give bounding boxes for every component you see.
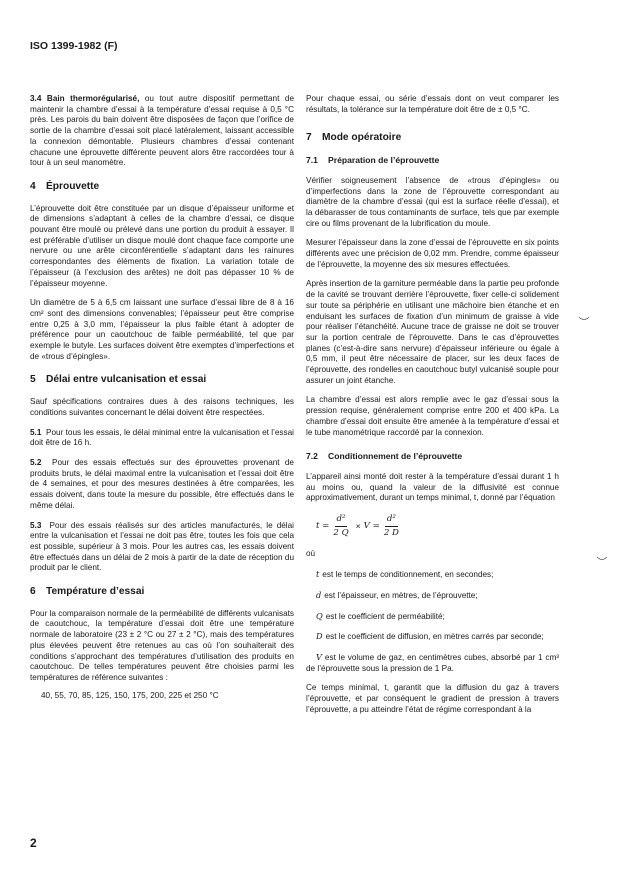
clause-number: 5.1: [30, 427, 42, 437]
definition-symbol: t: [316, 569, 320, 580]
clause-number: 7.2: [306, 451, 318, 462]
conditioning-time-equation: [316, 514, 559, 538]
section-4-paragraph-2: Un diamètre de 5 à 6,5 cm laissant une surface d’essai libre de 8 à 16 cm² sont des dimensions convenables; l’épaisseur peut être comprise entre 0,25 à 3,0 mm, l’épaisseur la plus faible étant à adopter de préférence pour un caoutchouc de faible perméabilité, tel que par exemple le butyle. Les surfaces doivent être exemptes d’imperfections et de «trous d’épingles».: [30, 298, 294, 361]
section-4-heading: [30, 182, 294, 193]
clause-7-1-paragraph-1: Vérifier soigneusement l’absence de «trous d’épingles» ou d’imperfections dans la zone de l’éprouvette correspondant au diamètre de la chambre d’essai (qui est la surface réelle d’essai), et la débarasser de tous contaminants de surface, tels que par exemple cire ou films provenant de la lubrification du moule.: [306, 175, 559, 228]
fraction-d2-over-2d: [384, 514, 399, 538]
times-operator: ×: [355, 520, 361, 531]
fraction-denominator: 2 D: [383, 527, 399, 538]
definition-item: [306, 590, 559, 602]
section-7-heading: [306, 133, 559, 144]
definition-text: est l’épaisseur, en mètres, de l’éprouvette;: [324, 590, 478, 600]
fraction-numerator: d²: [385, 514, 398, 527]
clause-title: Préparation de l’éprouvette: [328, 155, 440, 166]
clause-number: 5.3: [30, 520, 42, 530]
document-header: ISO 1399-1982 (F): [30, 40, 118, 52]
margin-mark-icon: [578, 316, 590, 322]
continued-paragraph: Pour chaque essai, ou série d’essais dont on veut comparer les résultats, la tolérance sur la température doit être de ± 0,5 °C.: [306, 94, 559, 114]
page-number: 2: [30, 836, 37, 850]
definition-text: est le temps de conditionnement, en secondes;: [322, 570, 494, 580]
clause-5-2: [30, 458, 294, 512]
section-5-heading: [30, 375, 294, 386]
equation-lhs: t =: [316, 520, 330, 531]
definition-text: est le coefficient de diffusion, en mètres carrés par seconde;: [325, 632, 544, 642]
definition-symbol: d: [316, 589, 322, 600]
section-5-intro: Sauf spécifications contraires dues à des raisons techniques, les conditions suivantes concernant le délai doivent être respectées.: [30, 397, 294, 417]
clause-5-1: [30, 428, 294, 449]
reference-temperatures: 40, 55, 70, 85, 125, 150, 175, 200, 225 et 250 °C: [41, 690, 219, 700]
margin-mark-icon: [596, 556, 608, 562]
definition-text: est le coefficient de perméabilité;: [325, 611, 445, 621]
clause-5-3: [30, 521, 294, 575]
section-6-heading: [30, 587, 294, 598]
clause-7-1-paragraph-3: Après insertion de la garniture perméable dans la partie peu profonde de la cavité se trouvant derrière l’éprouvette, fixer celle-ci solidement sur toute sa périphérie en utilisant une mâchoire bien étanche et en enduisant les surfaces de fixation d’un minimum de graisse à vide pour réaliser l’étanchéité. Aucune trace de graisse ne doit se trouver sur la portion centrale de l’éprouvette. Dans le cas d’éprouvettes planes (c’est-à-dire sans nervure) d’épaisseur inférieure ou égale à 0,5 mm, il peut être nécessaire de placer, sur les deux faces de l’éprouvette, des rondelles en caoutchouc butyl vulcanisé souple pour assurer un joint étanche.: [306, 279, 559, 385]
definition-symbol: D: [316, 631, 323, 642]
fraction-d2-over-2q: [333, 514, 348, 538]
section-number: 5: [30, 374, 36, 386]
where-label: où: [306, 548, 316, 558]
clause-7-1-heading: [306, 155, 559, 166]
clause-7-2-paragraph-1: L’appareil ainsi monté doit rester à la température d’essai durant 1 h au moins ou, quand la valeur de la diffusivité est connue approximativement, durant un temps minimal, t, donné par l’équation: [306, 471, 559, 503]
left-column: [30, 94, 294, 701]
clause-text: Pour des essais réalisés sur des articles manufacturés, le délai entre la vulcanisation et l’essai ne doit pas être, toutes les fois que cela est possible, supérieur à 3 mois. Pour les autres cas, les essais doivent être effectués dans un délai de 2 mois à partir de la date de réception du produit par le client.: [30, 520, 294, 573]
fraction-denominator: 2 Q: [333, 527, 349, 538]
clause-text: Pour des essais effectués sur des éprouvettes provenant de produits bruts, le délai maximal entre la vulcanisation et l’essai doit être de 4 semaines, et pour des mesures destinées à être comparées, les essais doivent, dans toute la mesure du possible, être effectués dans le même délai.: [30, 457, 294, 510]
fraction-numerator: d²: [335, 514, 348, 527]
clause-number: 7.1: [306, 155, 318, 166]
section-number: 6: [30, 586, 36, 598]
clause-text: ou tout autre dispositif permettant de maintenir la chambre d’essai à la température d’essai requise à 0,5 °C près. Les parois du bain doivent être disposées de façon que l’orifice de sortie de la chambre d’essai soit placé latéralement, laissant accessible la connexion démontable. Plusieurs chambres d’essai contenant chacune une éprouvette différente peuvent alors être raccordées tour à tour à un seul manomètre.: [30, 94, 294, 168]
definition-text: est le volume de gaz, en centimètres cubes, absorbé par 1 cm³ de l’éprouvette sous la pression de 1 Pa.: [306, 653, 559, 673]
definition-item: [306, 652, 559, 674]
clause-7-2-paragraph-2: Ce temps minimal, t, garantit que la diffusion du gaz à travers l’éprouvette, et par conséquent le gradient de pression à travers l’éprouvette, a pu atteindre l’état de régime correspondant à la: [306, 683, 559, 714]
clause-text: Pour tous les essais, le délai minimal entre la vulcanisation et l’essai doit être de 16 h.: [30, 427, 294, 448]
clause-7-2-heading: [306, 451, 559, 462]
clause-7-1-paragraph-4: La chambre d’essai est alors remplie avec le gaz d’essai sous la pression requise, généralement comprise entre 200 et 400 kPa. La chambre d’essai doit ensuite être amenée à la température d’essai et le tube manométrique raccordé par la connexion.: [306, 395, 559, 437]
clause-title: Bain thermorégularisé,: [46, 94, 140, 103]
right-column: [306, 94, 559, 725]
definition-symbol: V: [316, 652, 322, 663]
equation-v: V =: [363, 520, 380, 531]
clause-number: 3.4: [30, 94, 42, 103]
section-title: Éprouvette: [46, 180, 100, 192]
section-4-paragraph-1: L’éprouvette doit être constituée par un disque d’épaisseur uniforme et de dimensions s’adaptant à celles de la chambre d’essai, ce disque pouvant être moulé ou prélevé dans une portion du produit à essayer. Il est préférable d’utiliser un disque moulé dont chaque face comporte une nervure ou une arête circonférentielle s’adaptant dans les rainures correspondantes des éléments de fixation. La variation totale de l’épaisseur (à l’exclusion des arêtes) ne doit pas dépasser 10 % de l’épaisseur moyenne.: [30, 203, 294, 288]
section-title: Mode opératoire: [322, 132, 402, 144]
definition-item: [306, 611, 559, 623]
section-title: Délai entre vulcanisation et essai: [46, 374, 207, 386]
section-number: 4: [30, 180, 36, 192]
section-6-paragraph: Pour la comparaison normale de la perméabilité de différents vulcanisats de caoutchouc, la température d’essai doit être une température normale de laboratoire (23 ± 2 °C ou 27 ± 2 °C), mais des températures plus élevées peuvent être retenues au cas où l’on souhaiterait des conditions s’approchant des températures d’utilisation des produits en caoutchouc. De telles températures peuvent être choisies parmi les températures de référence suivantes :: [30, 608, 294, 682]
definition-item: [306, 631, 559, 643]
definition-symbol: Q: [316, 610, 323, 621]
section-title: Température d’essai: [46, 586, 145, 598]
clause-title: Conditionnement de l’éprouvette: [328, 451, 463, 462]
clause-7-1-paragraph-2: Mesurer l’épaisseur dans la zone d’essai de l’éprouvette en six points différents avec une précision de 0,02 mm. Prendre, comme épaisseur de l’éprouvette, la moyenne des six mesures effectuées.: [306, 238, 559, 269]
section-number: 7: [306, 132, 312, 144]
clause-3-4: [30, 94, 294, 169]
definition-item: [306, 569, 559, 581]
clause-number: 5.2: [30, 457, 42, 467]
